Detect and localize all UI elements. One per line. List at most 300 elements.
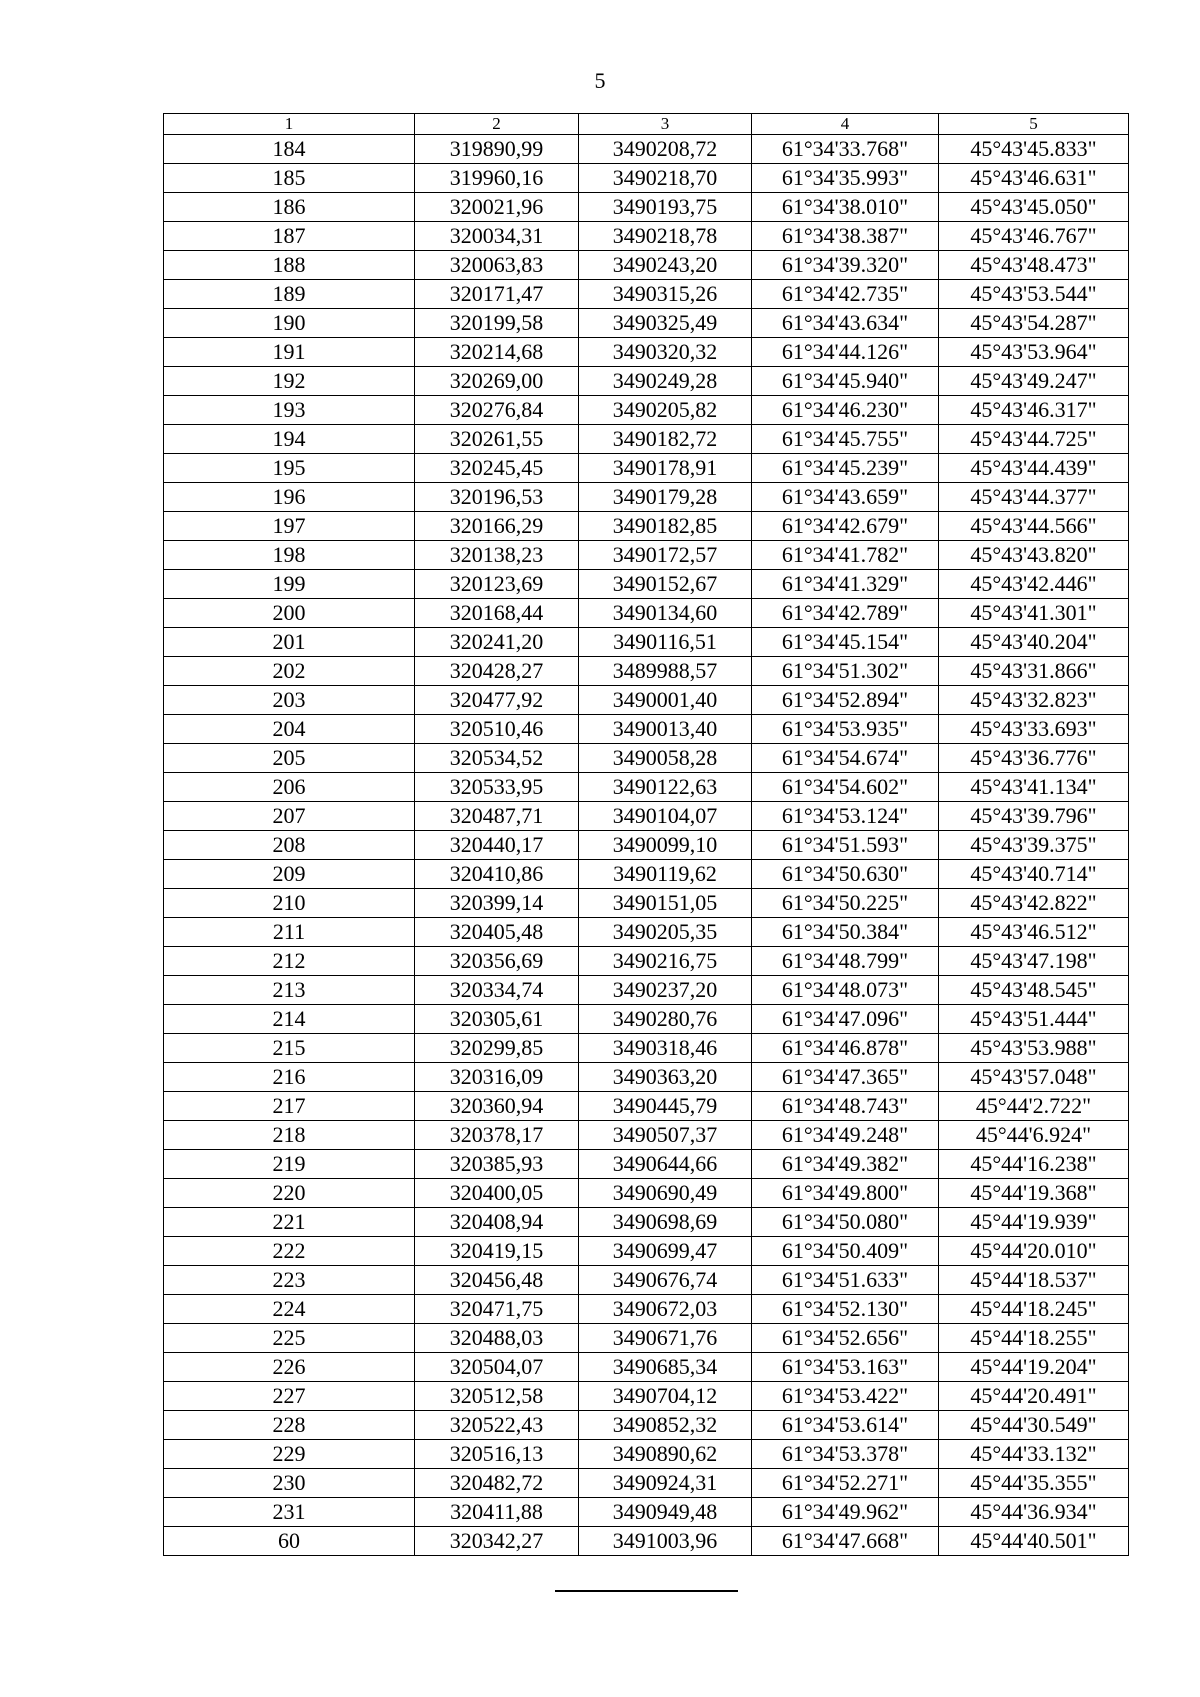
table-row	[164, 222, 1129, 251]
cell-point-number: 191	[164, 338, 415, 367]
cell-y-coordinate: 3490237,20	[579, 976, 752, 1005]
cell-latitude: 61°34'49.382"	[752, 1150, 939, 1179]
cell-latitude: 61°34'50.080"	[752, 1208, 939, 1237]
cell-x-coordinate: 320399,14	[415, 889, 579, 918]
cell-longitude: 45°43'54.287"	[939, 309, 1129, 338]
cell-y-coordinate: 3490445,79	[579, 1092, 752, 1121]
cell-y-coordinate: 3490179,28	[579, 483, 752, 512]
cell-x-coordinate: 320168,44	[415, 599, 579, 628]
cell-longitude: 45°43'33.693"	[939, 715, 1129, 744]
cell-point-number: 205	[164, 744, 415, 773]
cell-longitude: 45°43'57.048"	[939, 1063, 1129, 1092]
cell-latitude: 61°34'54.602"	[752, 773, 939, 802]
cell-point-number: 186	[164, 193, 415, 222]
cell-latitude: 61°34'52.656"	[752, 1324, 939, 1353]
cell-latitude: 61°34'52.894"	[752, 686, 939, 715]
cell-point-number: 198	[164, 541, 415, 570]
cell-point-number: 212	[164, 947, 415, 976]
cell-x-coordinate: 320299,85	[415, 1034, 579, 1063]
cell-longitude: 45°43'39.375"	[939, 831, 1129, 860]
cell-x-coordinate: 320456,48	[415, 1266, 579, 1295]
table-row	[164, 1498, 1129, 1527]
header-row	[164, 114, 1129, 135]
table-header	[164, 114, 1129, 135]
cell-latitude: 61°34'41.329"	[752, 570, 939, 599]
cell-point-number: 227	[164, 1382, 415, 1411]
cell-x-coordinate: 320411,88	[415, 1498, 579, 1527]
cell-longitude: 45°43'48.545"	[939, 976, 1129, 1005]
cell-longitude: 45°44'19.368"	[939, 1179, 1129, 1208]
cell-y-coordinate: 3490182,72	[579, 425, 752, 454]
cell-y-coordinate: 3490218,70	[579, 164, 752, 193]
table-row	[164, 1121, 1129, 1150]
cell-point-number: 206	[164, 773, 415, 802]
cell-point-number: 207	[164, 802, 415, 831]
cell-x-coordinate: 320360,94	[415, 1092, 579, 1121]
cell-x-coordinate: 320276,84	[415, 396, 579, 425]
cell-point-number: 204	[164, 715, 415, 744]
cell-x-coordinate: 320522,43	[415, 1411, 579, 1440]
table-row	[164, 454, 1129, 483]
cell-x-coordinate: 320196,53	[415, 483, 579, 512]
table-row	[164, 1092, 1129, 1121]
cell-longitude: 45°43'32.823"	[939, 686, 1129, 715]
table-row	[164, 1353, 1129, 1382]
cell-point-number: 196	[164, 483, 415, 512]
cell-latitude: 61°34'43.659"	[752, 483, 939, 512]
cell-latitude: 61°34'47.365"	[752, 1063, 939, 1092]
table-row	[164, 541, 1129, 570]
table-row	[164, 860, 1129, 889]
cell-latitude: 61°34'47.668"	[752, 1527, 939, 1556]
cell-point-number: 201	[164, 628, 415, 657]
cell-latitude: 61°34'46.230"	[752, 396, 939, 425]
cell-point-number: 195	[164, 454, 415, 483]
cell-x-coordinate: 320477,92	[415, 686, 579, 715]
end-of-table-rule	[555, 1590, 738, 1592]
cell-latitude: 61°34'51.633"	[752, 1266, 939, 1295]
cell-x-coordinate: 320123,69	[415, 570, 579, 599]
table-row	[164, 1063, 1129, 1092]
cell-x-coordinate: 320334,74	[415, 976, 579, 1005]
cell-y-coordinate: 3490001,40	[579, 686, 752, 715]
cell-x-coordinate: 320269,00	[415, 367, 579, 396]
table-row	[164, 396, 1129, 425]
cell-x-coordinate: 320534,52	[415, 744, 579, 773]
cell-latitude: 61°34'38.010"	[752, 193, 939, 222]
header-cell-point-number: 1	[164, 114, 415, 135]
table-row	[164, 1527, 1129, 1556]
cell-point-number: 220	[164, 1179, 415, 1208]
cell-latitude: 61°34'48.743"	[752, 1092, 939, 1121]
cell-point-number: 225	[164, 1324, 415, 1353]
cell-y-coordinate: 3490315,26	[579, 280, 752, 309]
cell-y-coordinate: 3490013,40	[579, 715, 752, 744]
table-row	[164, 628, 1129, 657]
cell-longitude: 45°43'46.767"	[939, 222, 1129, 251]
cell-x-coordinate: 320342,27	[415, 1527, 579, 1556]
cell-point-number: 231	[164, 1498, 415, 1527]
table-row	[164, 1150, 1129, 1179]
cell-longitude: 45°43'40.714"	[939, 860, 1129, 889]
cell-longitude: 45°43'49.247"	[939, 367, 1129, 396]
cell-latitude: 61°34'45.940"	[752, 367, 939, 396]
cell-latitude: 61°34'48.073"	[752, 976, 939, 1005]
cell-point-number: 189	[164, 280, 415, 309]
cell-longitude: 45°43'53.544"	[939, 280, 1129, 309]
coordinates-table	[163, 113, 1129, 1556]
cell-point-number: 202	[164, 657, 415, 686]
cell-y-coordinate: 3490182,85	[579, 512, 752, 541]
cell-y-coordinate: 3490116,51	[579, 628, 752, 657]
table-row	[164, 1266, 1129, 1295]
table-row	[164, 193, 1129, 222]
cell-x-coordinate: 320440,17	[415, 831, 579, 860]
cell-longitude: 45°43'31.866"	[939, 657, 1129, 686]
cell-y-coordinate: 3489988,57	[579, 657, 752, 686]
cell-x-coordinate: 320405,48	[415, 918, 579, 947]
cell-x-coordinate: 320063,83	[415, 251, 579, 280]
cell-x-coordinate: 320245,45	[415, 454, 579, 483]
cell-latitude: 61°34'50.630"	[752, 860, 939, 889]
cell-longitude: 45°43'53.988"	[939, 1034, 1129, 1063]
table-row	[164, 1208, 1129, 1237]
cell-point-number: 203	[164, 686, 415, 715]
table-row	[164, 280, 1129, 309]
cell-point-number: 219	[164, 1150, 415, 1179]
cell-latitude: 61°34'53.935"	[752, 715, 939, 744]
cell-longitude: 45°43'44.725"	[939, 425, 1129, 454]
cell-point-number: 214	[164, 1005, 415, 1034]
cell-x-coordinate: 320241,20	[415, 628, 579, 657]
cell-point-number: 187	[164, 222, 415, 251]
cell-longitude: 45°44'30.549"	[939, 1411, 1129, 1440]
table-row	[164, 251, 1129, 280]
table-row	[164, 657, 1129, 686]
cell-x-coordinate: 320482,72	[415, 1469, 579, 1498]
page-number: 5	[594, 68, 606, 93]
cell-longitude: 45°44'16.238"	[939, 1150, 1129, 1179]
cell-x-coordinate: 320400,05	[415, 1179, 579, 1208]
cell-x-coordinate: 320378,17	[415, 1121, 579, 1150]
cell-y-coordinate: 3490699,47	[579, 1237, 752, 1266]
cell-longitude: 45°44'18.537"	[939, 1266, 1129, 1295]
table-row	[164, 773, 1129, 802]
cell-point-number: 228	[164, 1411, 415, 1440]
cell-longitude: 45°44'19.939"	[939, 1208, 1129, 1237]
cell-point-number: 208	[164, 831, 415, 860]
cell-latitude: 61°34'54.674"	[752, 744, 939, 773]
cell-point-number: 223	[164, 1266, 415, 1295]
cell-x-coordinate: 320408,94	[415, 1208, 579, 1237]
cell-x-coordinate: 320428,27	[415, 657, 579, 686]
cell-point-number: 188	[164, 251, 415, 280]
cell-y-coordinate: 3490249,28	[579, 367, 752, 396]
cell-y-coordinate: 3490152,67	[579, 570, 752, 599]
table-row	[164, 425, 1129, 454]
cell-longitude: 45°44'33.132"	[939, 1440, 1129, 1469]
cell-longitude: 45°44'20.491"	[939, 1382, 1129, 1411]
table-row	[164, 686, 1129, 715]
cell-y-coordinate: 3490676,74	[579, 1266, 752, 1295]
cell-x-coordinate: 320487,71	[415, 802, 579, 831]
cell-point-number: 215	[164, 1034, 415, 1063]
table-body	[164, 135, 1129, 1556]
cell-y-coordinate: 3491003,96	[579, 1527, 752, 1556]
cell-point-number: 222	[164, 1237, 415, 1266]
table-row	[164, 1179, 1129, 1208]
cell-x-coordinate: 320471,75	[415, 1295, 579, 1324]
cell-longitude: 45°43'47.198"	[939, 947, 1129, 976]
cell-point-number: 200	[164, 599, 415, 628]
cell-x-coordinate: 320533,95	[415, 773, 579, 802]
cell-longitude: 45°44'36.934"	[939, 1498, 1129, 1527]
cell-longitude: 45°43'44.377"	[939, 483, 1129, 512]
cell-longitude: 45°43'41.301"	[939, 599, 1129, 628]
cell-longitude: 45°43'36.776"	[939, 744, 1129, 773]
cell-longitude: 45°43'42.822"	[939, 889, 1129, 918]
cell-longitude: 45°43'41.134"	[939, 773, 1129, 802]
cell-point-number: 199	[164, 570, 415, 599]
cell-x-coordinate: 320021,96	[415, 193, 579, 222]
cell-y-coordinate: 3490704,12	[579, 1382, 752, 1411]
table-row	[164, 1469, 1129, 1498]
cell-point-number: 184	[164, 135, 415, 164]
table-row	[164, 802, 1129, 831]
cell-point-number: 211	[164, 918, 415, 947]
cell-latitude: 61°34'50.384"	[752, 918, 939, 947]
cell-point-number: 224	[164, 1295, 415, 1324]
cell-y-coordinate: 3490058,28	[579, 744, 752, 773]
header-cell-y-coordinate: 3	[579, 114, 752, 135]
cell-y-coordinate: 3490280,76	[579, 1005, 752, 1034]
table-row	[164, 1324, 1129, 1353]
cell-longitude: 45°43'42.446"	[939, 570, 1129, 599]
cell-latitude: 61°34'42.679"	[752, 512, 939, 541]
cell-y-coordinate: 3490852,32	[579, 1411, 752, 1440]
cell-y-coordinate: 3490672,03	[579, 1295, 752, 1324]
cell-y-coordinate: 3490178,91	[579, 454, 752, 483]
cell-y-coordinate: 3490325,49	[579, 309, 752, 338]
cell-point-number: 213	[164, 976, 415, 1005]
cell-x-coordinate: 319890,99	[415, 135, 579, 164]
cell-x-coordinate: 320034,31	[415, 222, 579, 251]
table-row	[164, 889, 1129, 918]
table-row	[164, 135, 1129, 164]
cell-longitude: 45°43'48.473"	[939, 251, 1129, 280]
cell-latitude: 61°34'42.789"	[752, 599, 939, 628]
cell-longitude: 45°44'20.010"	[939, 1237, 1129, 1266]
cell-x-coordinate: 320385,93	[415, 1150, 579, 1179]
cell-latitude: 61°34'45.239"	[752, 454, 939, 483]
cell-latitude: 61°34'44.126"	[752, 338, 939, 367]
cell-x-coordinate: 320510,46	[415, 715, 579, 744]
cell-y-coordinate: 3490104,07	[579, 802, 752, 831]
cell-point-number: 185	[164, 164, 415, 193]
cell-longitude: 45°43'46.317"	[939, 396, 1129, 425]
cell-point-number: 218	[164, 1121, 415, 1150]
cell-longitude: 45°44'2.722"	[939, 1092, 1129, 1121]
cell-x-coordinate: 319960,16	[415, 164, 579, 193]
cell-y-coordinate: 3490122,63	[579, 773, 752, 802]
cell-y-coordinate: 3490949,48	[579, 1498, 752, 1527]
header-cell-x-coordinate: 2	[415, 114, 579, 135]
cell-x-coordinate: 320214,68	[415, 338, 579, 367]
cell-latitude: 61°34'53.378"	[752, 1440, 939, 1469]
cell-point-number: 194	[164, 425, 415, 454]
cell-longitude: 45°44'40.501"	[939, 1527, 1129, 1556]
cell-longitude: 45°43'39.796"	[939, 802, 1129, 831]
cell-y-coordinate: 3490151,05	[579, 889, 752, 918]
table-row	[164, 1411, 1129, 1440]
cell-latitude: 61°34'52.271"	[752, 1469, 939, 1498]
cell-longitude: 45°43'44.439"	[939, 454, 1129, 483]
cell-y-coordinate: 3490193,75	[579, 193, 752, 222]
cell-point-number: 197	[164, 512, 415, 541]
table-row	[164, 918, 1129, 947]
cell-y-coordinate: 3490320,32	[579, 338, 752, 367]
cell-latitude: 61°34'39.320"	[752, 251, 939, 280]
cell-y-coordinate: 3490363,20	[579, 1063, 752, 1092]
table-row	[164, 1295, 1129, 1324]
cell-longitude: 45°43'43.820"	[939, 541, 1129, 570]
cell-latitude: 61°34'53.422"	[752, 1382, 939, 1411]
cell-latitude: 61°34'53.163"	[752, 1353, 939, 1382]
cell-y-coordinate: 3490644,66	[579, 1150, 752, 1179]
cell-x-coordinate: 320261,55	[415, 425, 579, 454]
cell-point-number: 190	[164, 309, 415, 338]
table-row	[164, 309, 1129, 338]
table-row	[164, 367, 1129, 396]
cell-point-number: 209	[164, 860, 415, 889]
cell-y-coordinate: 3490205,35	[579, 918, 752, 947]
cell-longitude: 45°43'46.631"	[939, 164, 1129, 193]
cell-x-coordinate: 320305,61	[415, 1005, 579, 1034]
cell-y-coordinate: 3490671,76	[579, 1324, 752, 1353]
cell-y-coordinate: 3490119,62	[579, 860, 752, 889]
cell-x-coordinate: 320166,29	[415, 512, 579, 541]
cell-point-number: 193	[164, 396, 415, 425]
table-row	[164, 1237, 1129, 1266]
table-row	[164, 715, 1129, 744]
cell-latitude: 61°34'41.782"	[752, 541, 939, 570]
cell-longitude: 45°43'45.050"	[939, 193, 1129, 222]
cell-point-number: 216	[164, 1063, 415, 1092]
cell-x-coordinate: 320516,13	[415, 1440, 579, 1469]
cell-point-number: 221	[164, 1208, 415, 1237]
cell-latitude: 61°34'38.387"	[752, 222, 939, 251]
table-row	[164, 1382, 1129, 1411]
cell-x-coordinate: 320488,03	[415, 1324, 579, 1353]
cell-latitude: 61°34'50.225"	[752, 889, 939, 918]
table-row	[164, 338, 1129, 367]
cell-y-coordinate: 3490208,72	[579, 135, 752, 164]
cell-latitude: 61°34'48.799"	[752, 947, 939, 976]
cell-longitude: 45°43'46.512"	[939, 918, 1129, 947]
cell-latitude: 61°34'43.634"	[752, 309, 939, 338]
cell-latitude: 61°34'35.993"	[752, 164, 939, 193]
cell-y-coordinate: 3490690,49	[579, 1179, 752, 1208]
table-row	[164, 976, 1129, 1005]
cell-longitude: 45°43'44.566"	[939, 512, 1129, 541]
cell-y-coordinate: 3490924,31	[579, 1469, 752, 1498]
table-row	[164, 1034, 1129, 1063]
cell-latitude: 61°34'45.755"	[752, 425, 939, 454]
cell-point-number: 192	[164, 367, 415, 396]
cell-x-coordinate: 320199,58	[415, 309, 579, 338]
cell-x-coordinate: 320356,69	[415, 947, 579, 976]
cell-longitude: 45°44'18.255"	[939, 1324, 1129, 1353]
table-row	[164, 1440, 1129, 1469]
table-row	[164, 512, 1129, 541]
cell-latitude: 61°34'45.154"	[752, 628, 939, 657]
cell-longitude: 45°44'6.924"	[939, 1121, 1129, 1150]
cell-y-coordinate: 3490099,10	[579, 831, 752, 860]
cell-y-coordinate: 3490507,37	[579, 1121, 752, 1150]
table-row	[164, 164, 1129, 193]
header-cell-latitude: 4	[752, 114, 939, 135]
cell-longitude: 45°43'45.833"	[939, 135, 1129, 164]
cell-latitude: 61°34'52.130"	[752, 1295, 939, 1324]
cell-x-coordinate: 320410,86	[415, 860, 579, 889]
cell-latitude: 61°34'47.096"	[752, 1005, 939, 1034]
cell-y-coordinate: 3490218,78	[579, 222, 752, 251]
table-row	[164, 483, 1129, 512]
table-row	[164, 831, 1129, 860]
cell-y-coordinate: 3490685,34	[579, 1353, 752, 1382]
cell-y-coordinate: 3490205,82	[579, 396, 752, 425]
table-row	[164, 1005, 1129, 1034]
cell-latitude: 61°34'53.124"	[752, 802, 939, 831]
cell-longitude: 45°44'19.204"	[939, 1353, 1129, 1382]
cell-latitude: 61°34'49.962"	[752, 1498, 939, 1527]
cell-x-coordinate: 320419,15	[415, 1237, 579, 1266]
cell-point-number: 210	[164, 889, 415, 918]
cell-latitude: 61°34'51.302"	[752, 657, 939, 686]
cell-y-coordinate: 3490318,46	[579, 1034, 752, 1063]
cell-point-number: 226	[164, 1353, 415, 1382]
cell-latitude: 61°34'42.735"	[752, 280, 939, 309]
cell-y-coordinate: 3490172,57	[579, 541, 752, 570]
cell-x-coordinate: 320171,47	[415, 280, 579, 309]
cell-latitude: 61°34'46.878"	[752, 1034, 939, 1063]
cell-y-coordinate: 3490698,69	[579, 1208, 752, 1237]
cell-longitude: 45°44'35.355"	[939, 1469, 1129, 1498]
cell-y-coordinate: 3490216,75	[579, 947, 752, 976]
cell-latitude: 61°34'49.800"	[752, 1179, 939, 1208]
cell-point-number: 60	[164, 1527, 415, 1556]
cell-x-coordinate: 320138,23	[415, 541, 579, 570]
cell-point-number: 217	[164, 1092, 415, 1121]
cell-x-coordinate: 320512,58	[415, 1382, 579, 1411]
cell-point-number: 229	[164, 1440, 415, 1469]
table-row	[164, 744, 1129, 773]
table-row	[164, 947, 1129, 976]
table-row	[164, 570, 1129, 599]
cell-x-coordinate: 320316,09	[415, 1063, 579, 1092]
table-row	[164, 599, 1129, 628]
cell-longitude: 45°43'51.444"	[939, 1005, 1129, 1034]
cell-x-coordinate: 320504,07	[415, 1353, 579, 1382]
cell-latitude: 61°34'49.248"	[752, 1121, 939, 1150]
cell-y-coordinate: 3490243,20	[579, 251, 752, 280]
cell-y-coordinate: 3490890,62	[579, 1440, 752, 1469]
cell-y-coordinate: 3490134,60	[579, 599, 752, 628]
cell-latitude: 61°34'33.768"	[752, 135, 939, 164]
cell-longitude: 45°43'53.964"	[939, 338, 1129, 367]
cell-latitude: 61°34'51.593"	[752, 831, 939, 860]
cell-latitude: 61°34'53.614"	[752, 1411, 939, 1440]
